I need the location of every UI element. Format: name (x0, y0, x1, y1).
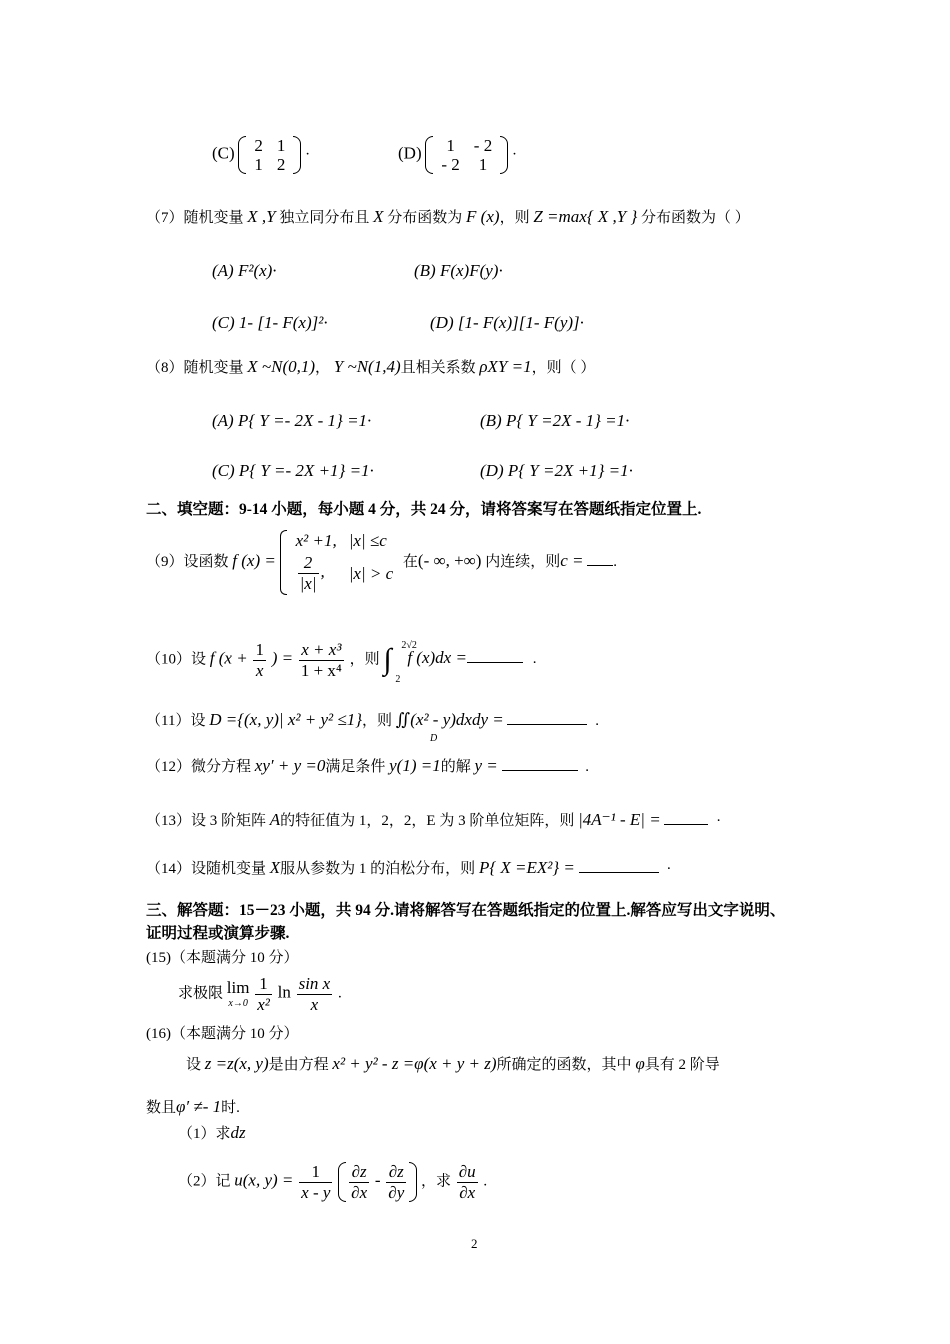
q11-stem: （11）设 D ={(x, y)| x² + y² ≤1}，则 ∬(x² - y)dxdy = . (146, 710, 599, 729)
q14-answer-blank[interactable] (579, 858, 659, 873)
q10-stem: （10）设 f (x + $\frac{1}{x}$ ) = $\frac{\text{x + x³}}{\text{1 + x⁴}}$ ，则 ∫ 2√2 2 f (x)dx = . (146, 640, 537, 686)
q15-stem: 求极限 lim x→0 $\frac{1}{\text{x²}}$ ln $\frac{\text{sin x}}{x}$ . (178, 974, 342, 1014)
q12-stem: （12）微分方程 xy′ + y =0满足条件 y(1) =1的解 y = . (146, 756, 589, 775)
q7-option-a: (A) F²(x)· (212, 261, 277, 280)
q10-answer-blank[interactable] (467, 648, 523, 663)
q10-integral-sign: ∫ 2√2 2 (383, 640, 417, 686)
q6-option-c: (C) 2 1 1 2 · (212, 136, 311, 174)
q7-option-c: (C) 1- [1- F(x)]²· (212, 313, 328, 332)
q14-stem: （14）设随机变量 X服从参数为 1 的泊松分布，则 P{ X =EX²} = · (146, 858, 672, 877)
q8-option-a: (A) P{ Y =- 2X - 1} =1· (212, 411, 372, 430)
q13-answer-blank[interactable] (664, 810, 708, 825)
q15-limit: lim x→0 (226, 978, 250, 1009)
q16-stem: 设 z =z(x, y)是由方程 x² + y² - z =φ(x + y + z)所确定的函数，其中 φ具有 2 阶导 (186, 1054, 720, 1073)
q9-piecewise: x² +1, |x| ≤c $\frac{2}{|x|}$ , |x| > c (280, 530, 400, 595)
q11-domain-label: D (430, 733, 438, 744)
q8-option-c: (C) P{ Y =- 2X +1} =1· (212, 461, 374, 480)
q16-paren-group: $\frac{\partial z}{\partial x}$ - $\frac{\partial z}{\partial y}$ (338, 1162, 417, 1202)
q6-matrix-d: 1 - 2 - 2 1 (425, 136, 508, 174)
q8-stem: （8）随机变量 X ~N(0,1)， Y ~N(1,4)且相关系数 ρXY =1，则（ ） (146, 357, 596, 376)
q16-stem-cont: 数且φ′ ≠- 1时. (146, 1097, 240, 1116)
q9-answer-blank[interactable] (587, 551, 613, 566)
q7-stem: （7）随机变量 X ,Y 独立同分布且 X 分布函数为 F (x)，则 Z =max{ X ,Y } 分布函数为（ ） (146, 207, 750, 226)
section-2-title: 二、填空题：9-14 小题，每小题 4 分，共 24 分，请将答案写在答题纸指定位置上. (146, 501, 702, 518)
q9-stem: （9）设函数 f (x) = x² +1, |x| ≤c $\frac{2}{|x|}$ , |x| > c 在(- ∞, +∞) 内连续，则c = . (146, 530, 617, 595)
section-3-title-line1: 三、解答题：15－23 小题，共 94 分.请将解答写在答题纸指定的位置上.解答应写出文字说明、 (146, 902, 786, 919)
q16-part1: （1）求dz (178, 1123, 246, 1142)
q7-option-d: (D) [1- F(x)][1- F(y)]· (430, 313, 584, 332)
q6-matrix-c: 2 1 1 2 (238, 136, 301, 174)
q15-heading: (15)（本题满分 10 分） (146, 950, 299, 966)
q8-option-d: (D) P{ Y =2X +1} =1· (480, 461, 633, 480)
q8-option-b: (B) P{ Y =2X - 1} =1· (480, 411, 630, 430)
q12-answer-blank[interactable] (502, 756, 578, 771)
q16-part2: （2）记 u(x, y) = $\frac{1}{x - y}$ $\frac{\partial z}{\partial x}$ - $\frac{\partial z}{\partial y}$ ，求 $\frac{\partial u}{\partial x}$ . (178, 1162, 488, 1202)
q6-option-d: (D) 1 - 2 - 2 1 · (398, 136, 517, 174)
q7-option-b: (B) F(x)F(y)· (414, 261, 503, 280)
page-number: 2 (471, 1236, 478, 1251)
q13-stem: （13）设 3 阶矩阵 A的特征值为 1，2，2，E 为 3 阶单位矩阵，则 |4A⁻¹ - E| = · (146, 810, 722, 829)
section-3-title-line2: 证明过程或演算步骤. (146, 925, 290, 942)
q16-heading: (16)（本题满分 10 分） (146, 1026, 299, 1042)
q11-answer-blank[interactable] (507, 710, 587, 725)
